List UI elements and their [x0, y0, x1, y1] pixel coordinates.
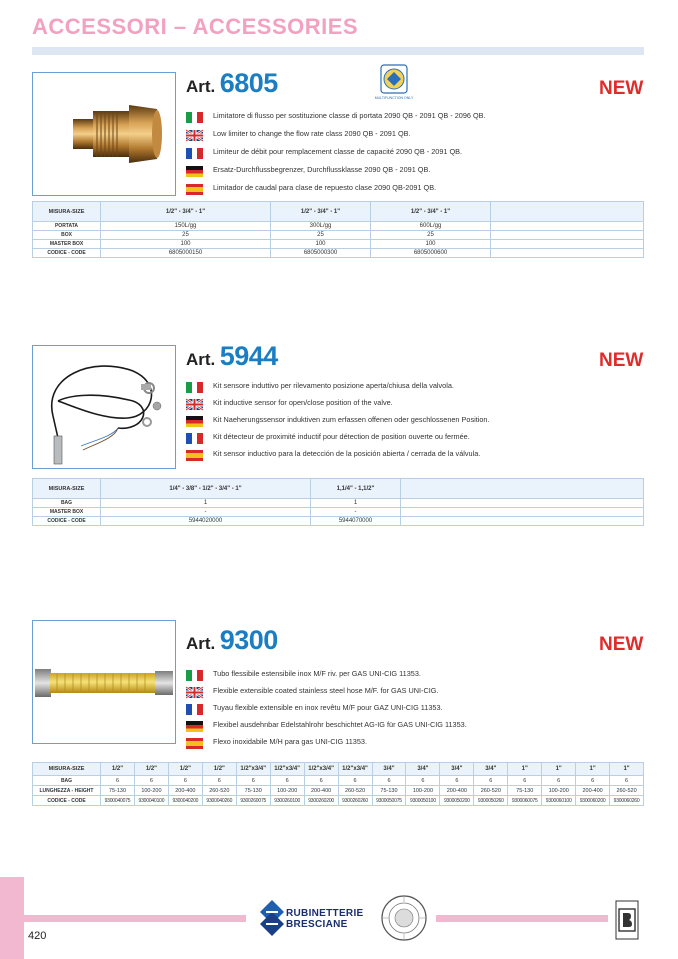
spain-flag-icon — [186, 736, 203, 747]
article-heading-6805 — [186, 68, 278, 99]
table-cell: 150L/gg — [101, 222, 271, 231]
italy-flag-icon — [186, 668, 203, 679]
footer-line-left — [24, 915, 246, 922]
table-cell: 1 — [311, 499, 401, 508]
description-text: Kit détecteur de proximité inductif pour détection de position ouverte ou fermée. — [213, 431, 470, 441]
brand-logo-icon — [258, 898, 286, 938]
table-row-label: BAG — [33, 499, 101, 508]
germany-flag-icon — [186, 719, 203, 730]
table-cell: 9300260075 — [236, 796, 270, 806]
table-cell: 75-130 — [508, 786, 542, 796]
description-text: Tuyau flexible extensible en inox revêtu M/F pour GAZ UNI-CIG 11353. — [213, 702, 443, 712]
description-fr — [186, 700, 443, 714]
table-header-label: MISURA-SIZE — [33, 763, 101, 776]
description-text: Flexibel ausdehnbar Edelstahlrohr beschichtet AG-IG für GAS UNI-CIG 11353. — [213, 719, 467, 729]
table-cell: 9300050260 — [474, 796, 508, 806]
germany-flag-icon — [186, 414, 203, 425]
table-header-cell: 1" — [542, 763, 576, 776]
table-cell: 200-400 — [576, 786, 610, 796]
table-empty-cell — [491, 240, 644, 249]
italy-flag-icon — [186, 110, 203, 121]
table-cell: 6 — [236, 776, 270, 786]
group-logo-icon — [615, 900, 639, 940]
uk-flag-icon — [186, 397, 203, 408]
table-cell: 200-400 — [304, 786, 338, 796]
table-cell: 200-400 — [440, 786, 474, 796]
table-cell: 6 — [542, 776, 576, 786]
table-header-cell: 1/2" — [101, 763, 135, 776]
table-cell: 100-200 — [134, 786, 168, 796]
table-cell: 600L/gg — [371, 222, 491, 231]
table-cell: 9300050100 — [406, 796, 440, 806]
table-cell: 100-200 — [542, 786, 576, 796]
table-empty-cell — [401, 517, 644, 526]
table-cell: 9300060200 — [576, 796, 610, 806]
table-cell: 6 — [508, 776, 542, 786]
table-header-cell: 1/2" - 3/4" - 1" — [101, 202, 271, 222]
table-cell: 9300260100 — [270, 796, 304, 806]
table-cell: 75-130 — [372, 786, 406, 796]
table-header-cell: 1/2" — [168, 763, 202, 776]
table-header-cell: 1" — [576, 763, 610, 776]
footer-line-right — [436, 915, 608, 922]
spec-table-9300 — [32, 762, 644, 806]
table-cell: 6 — [134, 776, 168, 786]
description-text: Flexo inoxidabile M/H para gas UNI-CIG 11353. — [213, 736, 367, 746]
new-badge: NEW — [599, 350, 644, 371]
spain-flag-icon — [186, 182, 203, 193]
description-it — [186, 108, 486, 122]
table-cell: 25 — [371, 231, 491, 240]
description-it — [186, 666, 421, 680]
description-text: Kit sensore induttivo per rilevamento posizione aperta/chiusa della valvola. — [213, 380, 454, 390]
article-prefix: Art. — [186, 350, 216, 369]
description-text: Flexible extensible coated stainless steel hose M/F. for GAS UNI-CIG. — [213, 685, 439, 695]
france-flag-icon — [186, 702, 203, 713]
table-header-cell: 3/4" — [474, 763, 508, 776]
table-cell: 100 — [271, 240, 371, 249]
table-header-cell: 1/2" — [134, 763, 168, 776]
description-text: Low limiter to change the flow rate class 2090 QB - 2091 QB. — [213, 128, 411, 138]
table-cell: 5944020000 — [101, 517, 311, 526]
description-es — [186, 180, 436, 194]
description-en — [186, 683, 438, 697]
description-en — [186, 126, 411, 140]
table-cell: 6 — [202, 776, 236, 786]
table-cell: 9300040260 — [202, 796, 236, 806]
table-header-cell: 3/4" — [440, 763, 474, 776]
table-cell: 300L/gg — [271, 222, 371, 231]
article-number: 9300 — [219, 625, 278, 655]
table-header-cell: 1/2"x3/4" — [270, 763, 304, 776]
cert-caption: MULTIFUNCTION ONLY — [374, 96, 414, 100]
page-number: 420 — [28, 930, 47, 942]
article-heading-9300 — [186, 625, 278, 656]
table-cell: 6 — [576, 776, 610, 786]
page-title: ACCESSORI – ACCESSORIES — [32, 14, 359, 39]
table-cell: 9300060260 — [610, 796, 644, 806]
new-badge: NEW — [599, 634, 644, 655]
table-header-cell: 1/2"x3/4" — [236, 763, 270, 776]
table-row-label: MASTER BOX — [33, 240, 101, 249]
description-text: Limiteur de débit pour remplacement classe de capacité 2090 QB - 2091 QB. — [213, 146, 463, 156]
table-empty-cell — [491, 231, 644, 240]
description-text: Kit sensor inductivo para la detección de la posición abierta / cerrada de la válvula. — [213, 448, 481, 458]
description-de — [186, 162, 430, 176]
table-cell: 75-130 — [236, 786, 270, 796]
table-empty-cell — [491, 202, 644, 222]
spec-table-5944 — [32, 478, 644, 526]
table-cell: 9300040200 — [168, 796, 202, 806]
table-header-cell: 1/4" - 3/8" - 1/2" - 3/4" - 1" — [101, 479, 311, 499]
table-header-cell: 1/2"x3/4" — [304, 763, 338, 776]
table-cell: - — [101, 508, 311, 517]
table-empty-cell — [491, 249, 644, 258]
article-prefix: Art. — [186, 77, 216, 96]
description-es — [186, 734, 367, 748]
table-cell: 6805000600 — [371, 249, 491, 258]
table-cell: - — [311, 508, 401, 517]
description-text: Limitador de caudal para clase de repuesto clase 2090 QB-2091 QB. — [213, 182, 437, 192]
italy-flag-icon — [186, 380, 203, 391]
table-cell: 25 — [271, 231, 371, 240]
new-badge: NEW — [599, 78, 644, 99]
table-empty-cell — [491, 222, 644, 231]
product-photo-6805 — [32, 72, 176, 196]
table-cell: 6 — [372, 776, 406, 786]
table-row-label: MASTER BOX — [33, 508, 101, 517]
table-cell: 9300260200 — [304, 796, 338, 806]
table-cell: 9300260260 — [338, 796, 372, 806]
table-cell: 6 — [440, 776, 474, 786]
article-number: 6805 — [219, 68, 278, 98]
table-cell: 6 — [610, 776, 644, 786]
brand-line-1: RUBINETTERIE — [286, 908, 364, 919]
multifunction-cert-icon — [374, 64, 414, 104]
france-flag-icon — [186, 431, 203, 442]
spec-table-6805 — [32, 201, 644, 258]
table-cell: 260-520 — [338, 786, 372, 796]
table-header-cell: 1/2" - 3/4" - 1" — [271, 202, 371, 222]
france-flag-icon — [186, 146, 203, 157]
table-cell: 6 — [101, 776, 135, 786]
table-row-label: CODICE - CODE — [33, 249, 101, 258]
table-cell: 6 — [338, 776, 372, 786]
table-row-label: LUNGHEZZA - HEIGHT — [33, 786, 101, 796]
table-cell: 9300060075 — [508, 796, 542, 806]
title-underline — [32, 47, 644, 55]
uk-flag-icon — [186, 128, 203, 139]
table-cell: 6805000150 — [101, 249, 271, 258]
table-cell: 6805000300 — [271, 249, 371, 258]
table-cell: 75-130 — [101, 786, 135, 796]
table-cell: 200-400 — [168, 786, 202, 796]
article-heading-5944 — [186, 341, 278, 372]
table-cell: 9300060100 — [542, 796, 576, 806]
table-cell: 9300040075 — [101, 796, 135, 806]
germany-flag-icon — [186, 164, 203, 175]
table-header-cell: 1" — [610, 763, 644, 776]
table-header-cell: 1/2"x3/4" — [338, 763, 372, 776]
brand-name — [286, 908, 364, 930]
description-en — [186, 395, 393, 409]
table-row-label: CODICE - CODE — [33, 517, 101, 526]
table-cell: 100 — [371, 240, 491, 249]
table-cell: 6 — [168, 776, 202, 786]
description-de — [186, 717, 467, 731]
brand-line-2: BRESCIANE — [286, 919, 348, 930]
description-text: Limitatore di flusso per sostituzione classe di portata 2090 QB - 2091 QB - 2096 QB. — [213, 110, 486, 120]
table-cell: 9300040100 — [134, 796, 168, 806]
table-header-cell: 1/2" — [202, 763, 236, 776]
table-header-cell: 3/4" — [406, 763, 440, 776]
description-text: Kit inductive sensor for open/close position of the valve. — [213, 397, 393, 407]
table-row-label: PORTATA — [33, 222, 101, 231]
product-photo-5944 — [32, 345, 176, 469]
spain-flag-icon — [186, 448, 203, 459]
table-cell: 9300050200 — [440, 796, 474, 806]
table-header-label: MISURA-SIZE — [33, 202, 101, 222]
table-cell: 25 — [101, 231, 271, 240]
table-cell: 1 — [101, 499, 311, 508]
certification-seal-icon — [380, 894, 428, 942]
table-cell: 6 — [304, 776, 338, 786]
description-fr — [186, 429, 470, 443]
table-row-label: BOX — [33, 231, 101, 240]
table-cell: 260-520 — [610, 786, 644, 796]
table-row-label: CODICE - CODE — [33, 796, 101, 806]
table-empty-cell — [401, 499, 644, 508]
table-header-cell: 3/4" — [372, 763, 406, 776]
description-fr — [186, 144, 462, 158]
table-row-label: BAG — [33, 776, 101, 786]
table-cell: 6 — [474, 776, 508, 786]
description-de — [186, 412, 490, 426]
description-es — [186, 446, 480, 460]
description-text: Tubo flessibile estensibile inox M/F riv. per GAS UNI-CIG 11353. — [213, 668, 421, 678]
table-cell: 100 — [101, 240, 271, 249]
table-cell: 5944070000 — [311, 517, 401, 526]
table-cell: 6 — [270, 776, 304, 786]
table-empty-cell — [401, 508, 644, 517]
table-empty-cell — [401, 479, 644, 499]
table-header-label: MISURA-SIZE — [33, 479, 101, 499]
table-cell: 260-520 — [202, 786, 236, 796]
table-header-cell: 1/2" - 3/4" - 1" — [371, 202, 491, 222]
table-cell: 100-200 — [406, 786, 440, 796]
description-text: Kit Naeherungssensor induktiven zum erfassen offenen oder geschlossenen Position. — [213, 414, 490, 424]
article-number: 5944 — [219, 341, 278, 371]
product-photo-9300 — [32, 620, 176, 744]
description-it — [186, 378, 454, 392]
table-cell: 6 — [406, 776, 440, 786]
table-cell: 260-520 — [474, 786, 508, 796]
page-edge-tab — [0, 877, 24, 959]
uk-flag-icon — [186, 685, 203, 696]
article-prefix: Art. — [186, 634, 216, 653]
table-header-cell: 1,1/4" - 1,1/2" — [311, 479, 401, 499]
description-text: Ersatz-Durchflussbegrenzer, Durchflussklasse 2090 QB - 2091 QB. — [213, 164, 431, 174]
table-cell: 9300050075 — [372, 796, 406, 806]
table-cell: 100-200 — [270, 786, 304, 796]
table-header-cell: 1" — [508, 763, 542, 776]
